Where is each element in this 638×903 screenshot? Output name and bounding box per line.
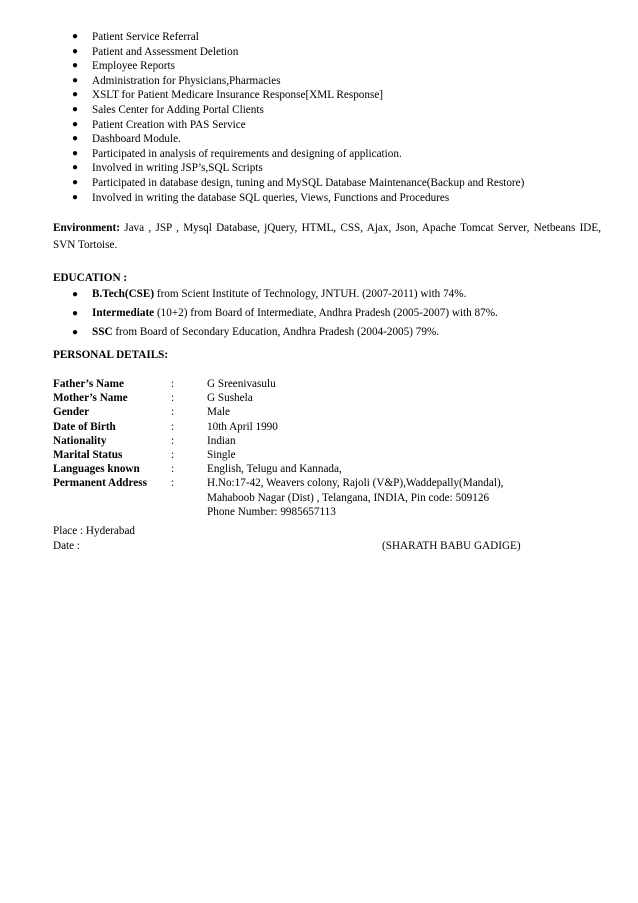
bullet-icon: ● <box>72 103 79 115</box>
bullet-icon: ● <box>72 45 79 57</box>
bullet-icon: ● <box>72 133 79 145</box>
environment-label: Environment: <box>53 222 120 234</box>
bullet-icon: ● <box>72 308 79 319</box>
degree-detail: from Scient Institute of Technology, JNTUH. (2007-2011) with 74%. <box>154 288 467 300</box>
list-item: ● Employee Reports <box>72 60 175 73</box>
bullet-icon: ● <box>72 162 79 174</box>
degree-name: SSC <box>92 326 113 338</box>
bullet-icon: ● <box>72 89 79 101</box>
bullet-icon: ● <box>72 289 79 300</box>
bullet-icon: ● <box>72 327 79 338</box>
education-heading: EDUCATION : <box>53 272 128 284</box>
degree-detail: (10+2) from Board of Intermediate, Andhra Pradesh (2005-2007) with 87%. <box>154 307 498 319</box>
environment-paragraph <box>53 220 601 253</box>
degree-name: B.Tech(CSE) <box>92 288 155 300</box>
list-item <box>72 304 498 323</box>
bullet-icon: ● <box>72 191 79 203</box>
list-item <box>72 285 498 304</box>
list-item: ● Involved in writing JSP’s,SQL Scripts <box>72 162 263 175</box>
list-item: ● Sales Center for Adding Portal Clients <box>72 103 264 116</box>
bullet-icon: ● <box>72 31 79 42</box>
resume-page: ● Patient Service Referral ● Patient and Assessment Deletion ● Employee Reports ● Administration for Physicians,Pharmacies ● XSLT for Patient Medicare Insurance Response[XML Response] ● Sales Center for Adding Portal Clients ● Patient Creation with PAS Service ● Dashboard Module. ● Participated in analysis of requirements and designing of application. ● Involved in writing JSP’s,SQL Scripts ● Participated in database design, tuning and MySQL Database Maintenance(Backup and Restore) ● Involved in writing the database SQL queries, Views, Functions and Procedures Environment: Java , JSP , Mysql Database, jQuery, HTML, CSS, Ajax, Json, Apache Tomcat Server, Netbeans IDE, SVN Tortoise. EDUCATION : ● B.Tech(CSE) from Scient Institute of Technology, JNTUH. (2007-2011) with 74%. ● Intermediate (10+2) from Board of Intermediate, Andhra Pradesh (2005-2007) with 87%. ● SSC from Board of Secondary Education, Andhra Pradesh (2004-2005) 79%. PERSONAL DETAILS: Father’s Name : G Sreenivasulu Mother’s Name : G Sushela Gender : Male Date of Birth : 10th April 1990 Nationality : Indian Marital Status : Single Languages known : English, Telugu and Kannada, Permanent Address : H.No:17-42, Weavers colony, Rajoli (V&P),Waddepally(Mandal), Mahaboob Nagar (Dist) , Telangana, INDIA, Pin code: 509126 Phone Number: 9985657113 Place : Hyderabad Date : (SHARATH BABU GADIGE) <box>53 31 602 552</box>
personal-details-heading: PERSONAL DETAILS: <box>53 349 169 361</box>
list-item: ● Participated in database design, tuning and MySQL Database Maintenance(Backup and Restore) <box>72 176 525 189</box>
project-list <box>72 30 525 205</box>
environment-text: Java , JSP , Mysql Database, jQuery, HTML, CSS, Ajax, Json, Apache Tomcat Server, Netbeans IDE, SVN Tortoise. <box>53 222 602 251</box>
list-item: ● Dashboard Module. <box>72 133 181 146</box>
bullet-icon: ● <box>72 74 79 86</box>
list-item: ● Involved in writing the database SQL queries, Views, Functions and Procedures <box>72 191 450 204</box>
list-item: ● Patient Service Referral <box>72 31 199 43</box>
list-item: ● Patient and Assessment Deletion <box>72 45 239 58</box>
date-line: Date : <box>53 540 81 552</box>
degree-detail: from Board of Secondary Education, Andhra Pradesh (2004-2005) 79%. <box>112 326 440 338</box>
signature-name: (SHARATH BABU GADIGE) <box>382 540 521 552</box>
list-item: ● Patient Creation with PAS Service <box>72 118 246 131</box>
bullet-icon: ● <box>72 176 79 188</box>
list-item: ● Administration for Physicians,Pharmacies <box>72 74 281 87</box>
degree-name: Intermediate <box>92 307 155 319</box>
bullet-icon: ● <box>72 147 79 159</box>
place-line: Place : Hyderabad <box>53 525 136 537</box>
bullet-icon: ● <box>72 60 79 72</box>
bullet-icon: ● <box>72 118 79 130</box>
education-list <box>72 285 498 342</box>
list-item: ● Participated in analysis of requirements and designing of application. <box>72 147 402 160</box>
list-item <box>72 323 498 342</box>
list-item: ● XSLT for Patient Medicare Insurance Response[XML Response] <box>72 89 384 102</box>
